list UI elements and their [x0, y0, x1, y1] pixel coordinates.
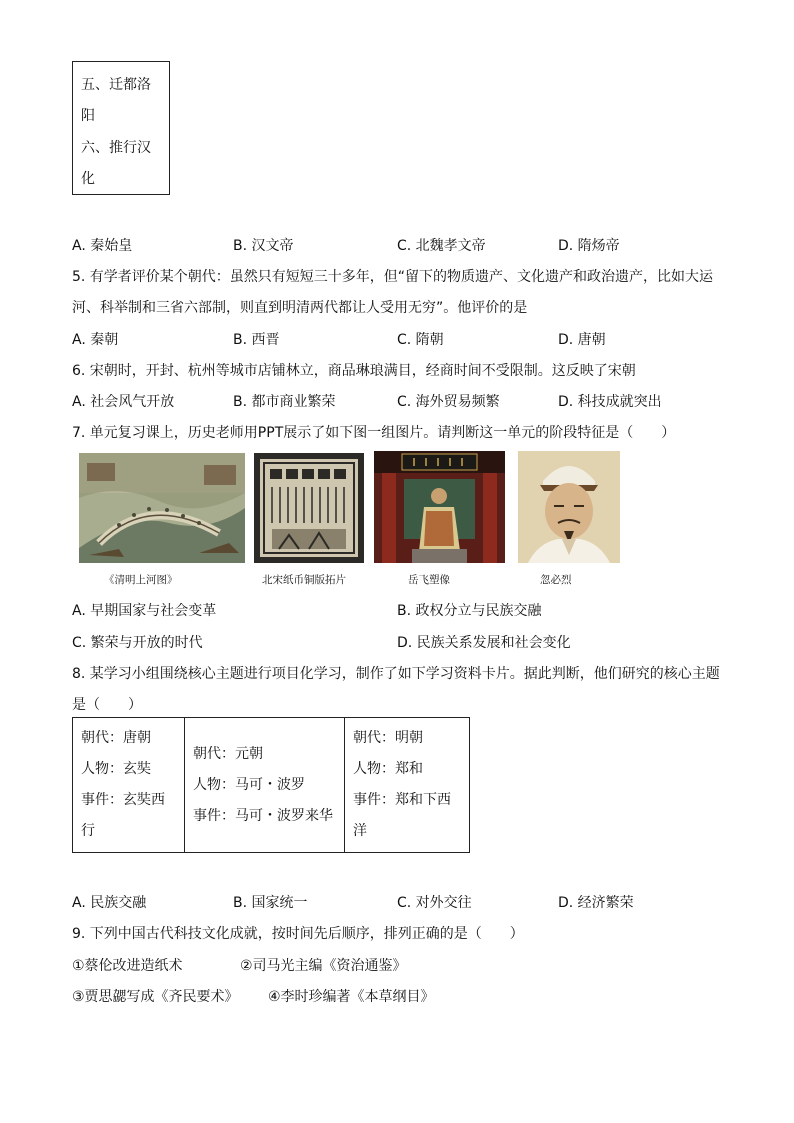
study-card — [185, 718, 345, 853]
q5-stem-line2: 河、科举制和三省六部制，则直到明清两代都让人受用无穷”。他评价的是 — [72, 300, 528, 316]
q5-option-a: A. 秦朝 — [72, 332, 119, 348]
q5-option-d: D. 唐朝 — [558, 332, 606, 348]
q5-stem-line1: 5. 有学者评价某个朝代：虽然只有短短三十多年，但“留下的物质遗产、文化遗产和政治遗产，比如大运 — [72, 269, 714, 285]
q7-option-a: A. 早期国家与社会变革 — [72, 603, 217, 619]
card-line: 人物：马可・波罗 — [193, 776, 305, 793]
card-line: 洋 — [353, 823, 367, 839]
q9-item: ④李时珍编著《本草纲目》 — [268, 989, 435, 1005]
q9-item: ③贾思勰写成《齐民要术》 — [72, 989, 239, 1005]
q4-option-b: B. 汉文帝 — [233, 238, 294, 254]
yue-fei-statue-image — [374, 451, 505, 563]
q6-option-c: C. 海外贸易频繁 — [397, 394, 500, 410]
q7-option-d: D. 民族关系发展和社会变化 — [397, 635, 571, 651]
card-line: 人物：郑和 — [353, 761, 423, 777]
q8-option-a: A. 民族交融 — [72, 895, 147, 911]
card-line: 事件：郑和下西 — [353, 792, 451, 808]
q5-option-c: C. 隋朝 — [397, 332, 444, 348]
figure-caption: 岳飞塑像 — [408, 574, 450, 586]
q7-stem: 7. 单元复习课上，历史老师用PPT展示了如下图一组图片。请判断这一单元的阶段特征是（ ） — [72, 425, 676, 441]
card-line: 朝代：明朝 — [353, 730, 423, 746]
card-line: 事件：玄奘西 — [81, 792, 165, 808]
q7-option-b: B. 政权分立与民族交融 — [397, 603, 542, 619]
card-line: 行 — [81, 823, 95, 839]
q8-option-c: C. 对外交往 — [397, 895, 472, 911]
q6-option-d: D. 科技成就突出 — [558, 394, 662, 410]
qingming-painting-image — [79, 453, 245, 563]
q8-stem-line2: 是（ ） — [72, 697, 142, 713]
q8-stem-line1: 8. 某学习小组围绕核心主题进行项目化学习，制作了如下学习资料卡片。据此判断，他们研究的核心主题 — [72, 666, 720, 682]
q4-clue-line: 化 — [81, 171, 95, 187]
figure-caption: 忽必烈 — [540, 574, 572, 586]
q4-option-a: A. 秦始皇 — [72, 238, 133, 254]
q8-study-cards-table — [72, 717, 470, 853]
q6-option-b: B. 都市商业繁荣 — [233, 394, 336, 410]
q8-option-d: D. 经济繁荣 — [558, 895, 634, 911]
study-card — [73, 718, 185, 853]
q4-clue-line: 六、推行汉 — [81, 140, 151, 156]
card-line: 朝代：元朝 — [193, 745, 263, 762]
study-card — [345, 718, 470, 853]
q9-stem: 9. 下列中国古代科技文化成就，按时间先后顺序，排列正确的是（ ） — [72, 926, 524, 942]
figure-caption: 北宋纸币铜版拓片 — [262, 574, 346, 586]
kublai-portrait-image — [518, 451, 620, 563]
figure-caption: 《清明上河图》 — [104, 574, 178, 586]
q4-clue-box — [72, 61, 170, 195]
q4-clue-line: 五、迁都洛 — [81, 77, 151, 93]
q6-stem: 6. 宋朝时，开封、杭州等城市店铺林立，商品琳琅满目，经商时间不受限制。这反映了宋朝 — [72, 363, 636, 379]
q4-option-c: C. 北魏孝文帝 — [397, 238, 486, 254]
card-line: 事件：马可・波罗来华 — [193, 807, 333, 824]
q8-option-b: B. 国家统一 — [233, 895, 308, 911]
q4-option-d: D. 隋炀帝 — [558, 238, 620, 254]
q5-option-b: B. 西晋 — [233, 332, 280, 348]
card-line: 朝代：唐朝 — [81, 730, 151, 746]
q7-option-c: C. 繁荣与开放的时代 — [72, 635, 203, 651]
q6-option-a: A. 社会风气开放 — [72, 394, 175, 410]
q9-item: ①蔡伦改进造纸术 — [72, 958, 183, 974]
q4-clue-line: 阳 — [81, 108, 95, 124]
card-line: 人物：玄奘 — [81, 761, 151, 777]
song-paper-money-print-image — [254, 453, 364, 563]
q9-item: ②司马光主编《资治通鉴》 — [240, 958, 407, 974]
